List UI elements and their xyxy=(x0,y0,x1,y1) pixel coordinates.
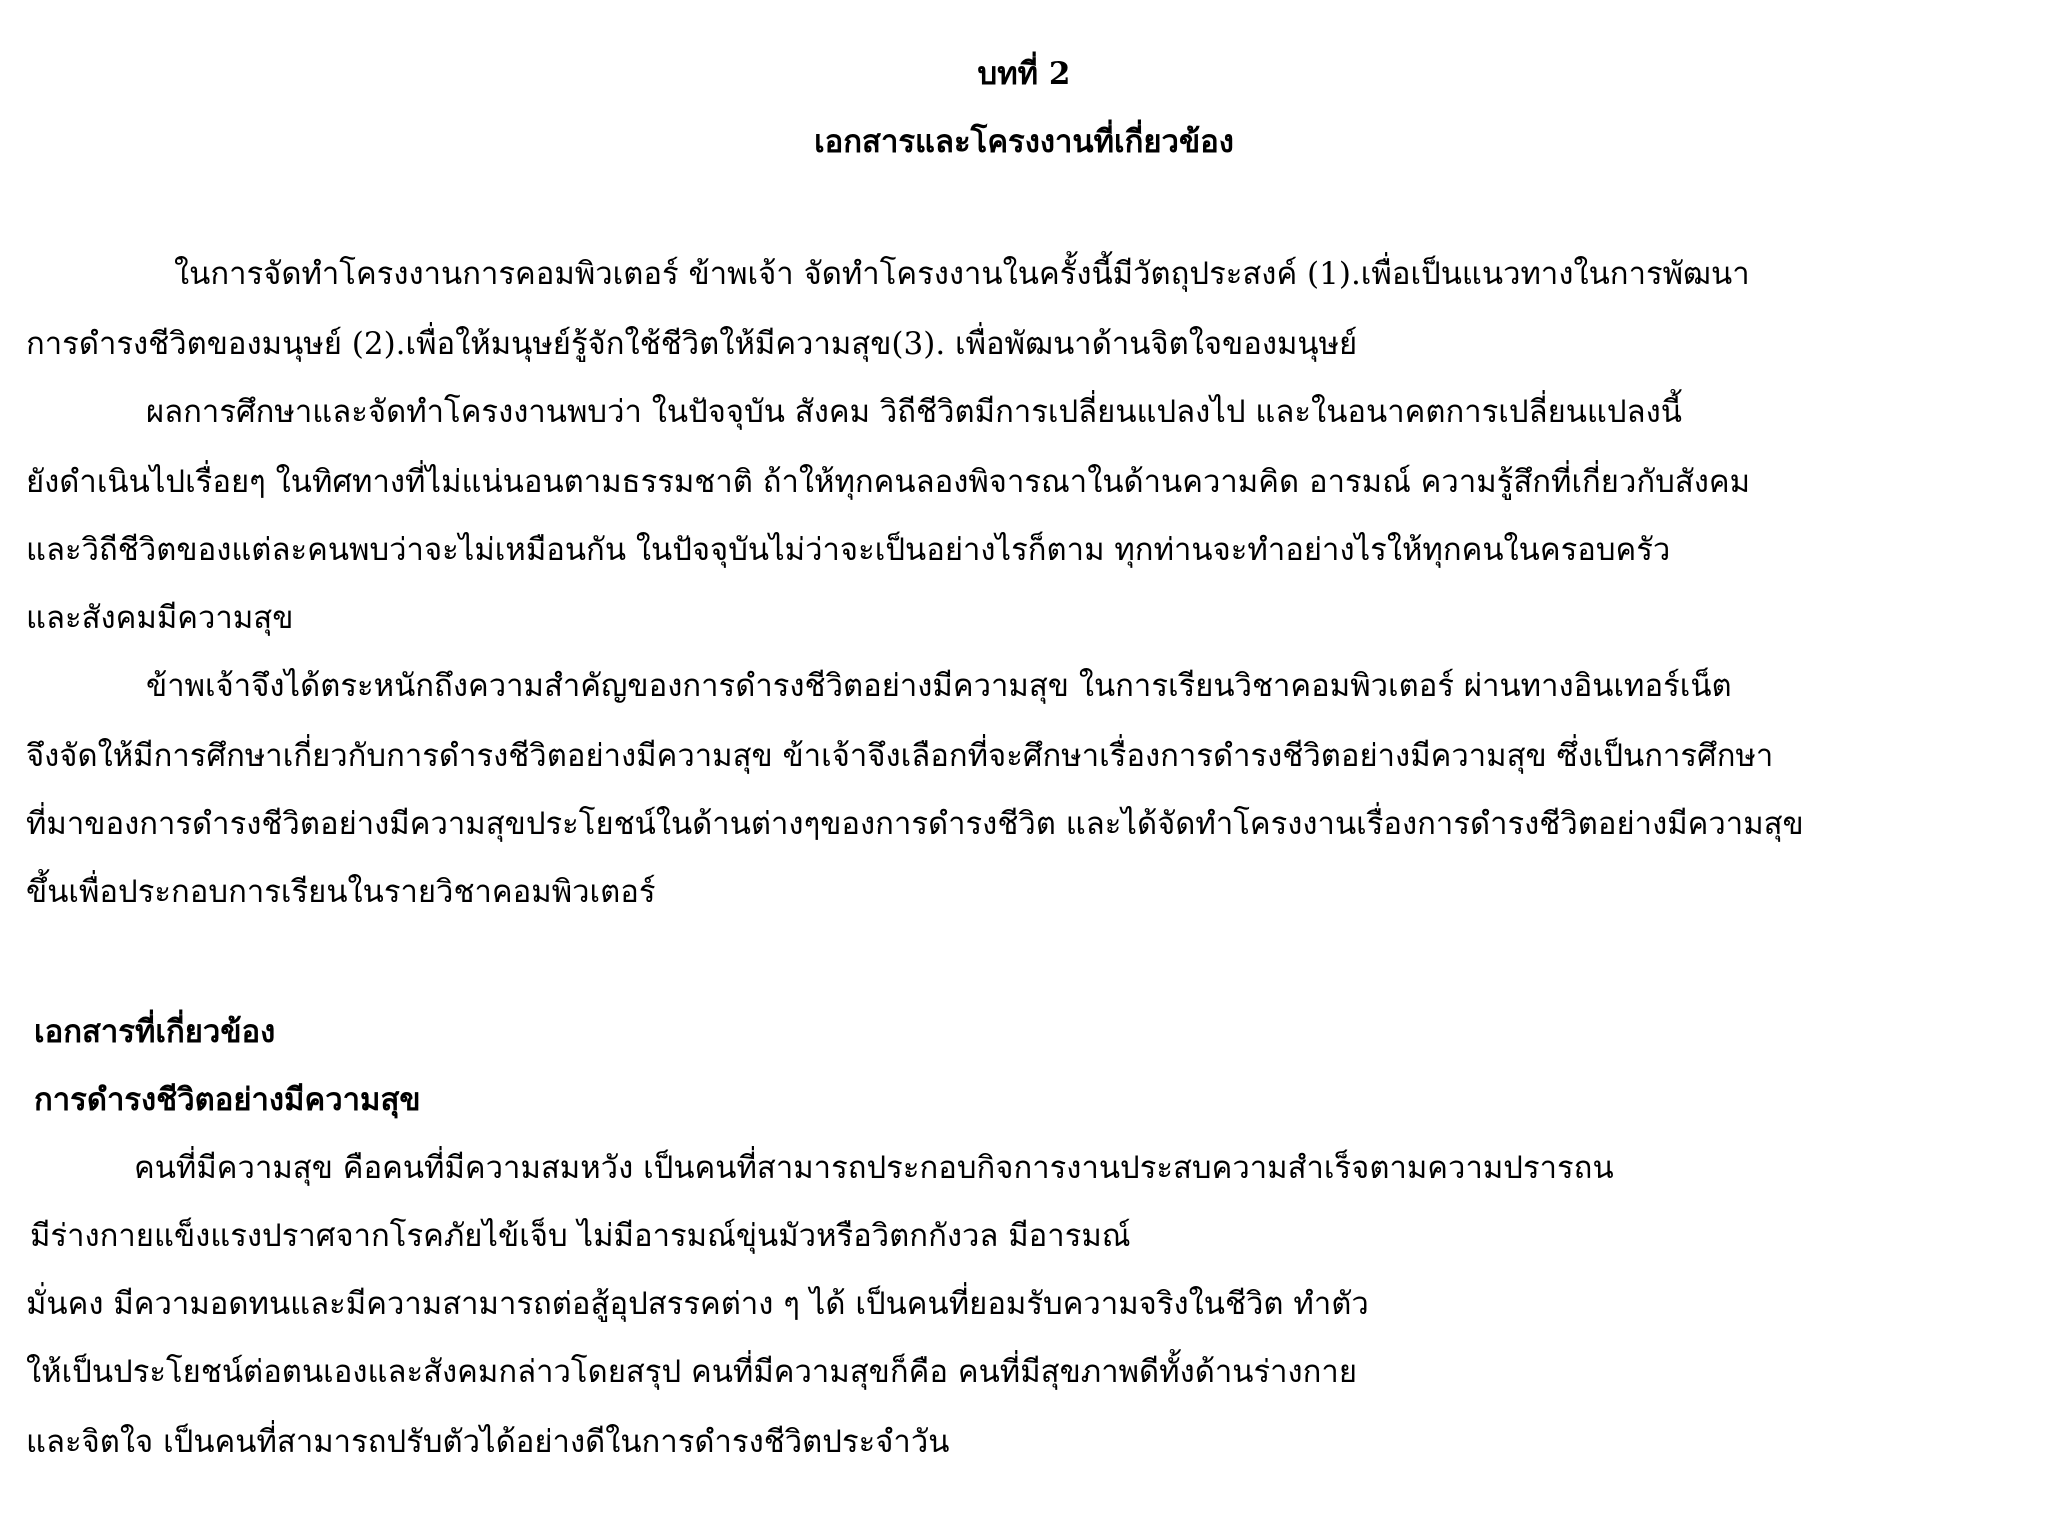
paragraph-3-line-1: ข้าพเจ้าจึงได้ตระหนักถึงความสำคัญของการดำรงชีวิตอย่างมีความสุข ในการเรียนวิชาคอมพิวเตอร์ ผ่านทางอินเทอร์เน็ต xyxy=(146,668,1732,704)
paragraph-1-line-2: การดำรงชีวิตของมนุษย์ (2).เพื่อให้มนุษย์รู้จักใช้ชีวิตให้มีความสุข(3). เพื่อพัฒนาด้านจิตใจของมนุษย์ xyxy=(26,326,1358,362)
section-line-2: มีร่างกายแข็งแรงปราศจากโรคภัยไข้เจ็บ ไม่มีอารมณ์ขุ่นมัวหรือวิตกกังวล มีอารมณ์ xyxy=(30,1218,1131,1254)
section-line-3: มั่นคง มีความอดทนและมีความสามารถต่อสู้อุปสรรคต่าง ๆ ได้ เป็นคนที่ยอมรับความจริงในชีวิต ทำตัว xyxy=(26,1286,1369,1322)
chapter-title: เอกสารและโครงงานที่เกี่ยวข้อง xyxy=(814,124,1234,160)
paragraph-3-line-4: ขึ้นเพื่อประกอบการเรียนในรายวิชาคอมพิวเตอร์ xyxy=(26,874,656,910)
paragraph-2-line-4: และสังคมมีความสุข xyxy=(26,600,294,636)
section-line-1: คนที่มีความสุข คือคนที่มีความสมหวัง เป็นคนที่สามารถประกอบกิจการงานประสบความสำเร็จตามความปรารถน xyxy=(134,1150,1614,1186)
paragraph-3-line-2: จึงจัดให้มีการศึกษาเกี่ยวกับการดำรงชีวิตอย่างมีความสุข ข้าเจ้าจึงเลือกที่จะศึกษาเรื่องการดำรงชีวิตอย่างมีความสุข ซึ่งเป็นการศึกษา xyxy=(26,738,1774,774)
paragraph-3-line-3: ที่มาของการดำรงชีวิตอย่างมีความสุขประโยชน์ในด้านต่างๆของการดำรงชีวิต และได้จัดทำโครงงานเรื่องการดำรงชีวิตอย่างมีความสุข xyxy=(26,806,1804,842)
section-line-4: ให้เป็นประโยชน์ต่อตนเองและสังคมกล่าวโดยสรุป คนที่มีความสุขก็คือ คนที่มีสุขภาพดีทั้งด้านร่างกาย xyxy=(26,1354,1358,1390)
paragraph-1-line-1: ในการจัดทำโครงงานการคอมพิวเตอร์ ข้าพเจ้า จัดทำโครงงานในครั้งนี้มีวัตถุประสงค์ (1).เพื่อเป็นแนวทางในการพัฒนา xyxy=(174,256,1750,292)
section-heading: เอกสารที่เกี่ยวข้อง xyxy=(34,1014,276,1050)
section-line-5: และจิตใจ เป็นคนที่สามารถปรับตัวได้อย่างดีในการดำรงชีวิตประจำวัน xyxy=(26,1424,950,1460)
paragraph-2-line-3: และวิถีชีวิตของแต่ละคนพบว่าจะไม่เหมือนกัน ในปัจจุบันไม่ว่าจะเป็นอย่างไรก็ตาม ทุกท่านจะทำอย่างไรให้ทุกคนในครอบครัว xyxy=(26,532,1671,568)
paragraph-2-line-1: ผลการศึกษาและจัดทำโครงงานพบว่า ในปัจจุบัน สังคม วิถีชีวิตมีการเปลี่ยนแปลงไป และในอนาคตการเปลี่ยนแปลงนี้ xyxy=(146,394,1682,430)
paragraph-2-line-2: ยังดำเนินไปเรื่อยๆ ในทิศทางที่ไม่แน่นอนตามธรรมชาติ ถ้าให้ทุกคนลองพิจารณาในด้านความคิด อารมณ์ ความรู้สึกที่เกี่ยวกับสังคม xyxy=(26,464,1751,500)
chapter-number: บทที่ 2 xyxy=(977,56,1071,92)
section-subheading: การดำรงชีวิตอย่างมีความสุข xyxy=(34,1082,421,1118)
